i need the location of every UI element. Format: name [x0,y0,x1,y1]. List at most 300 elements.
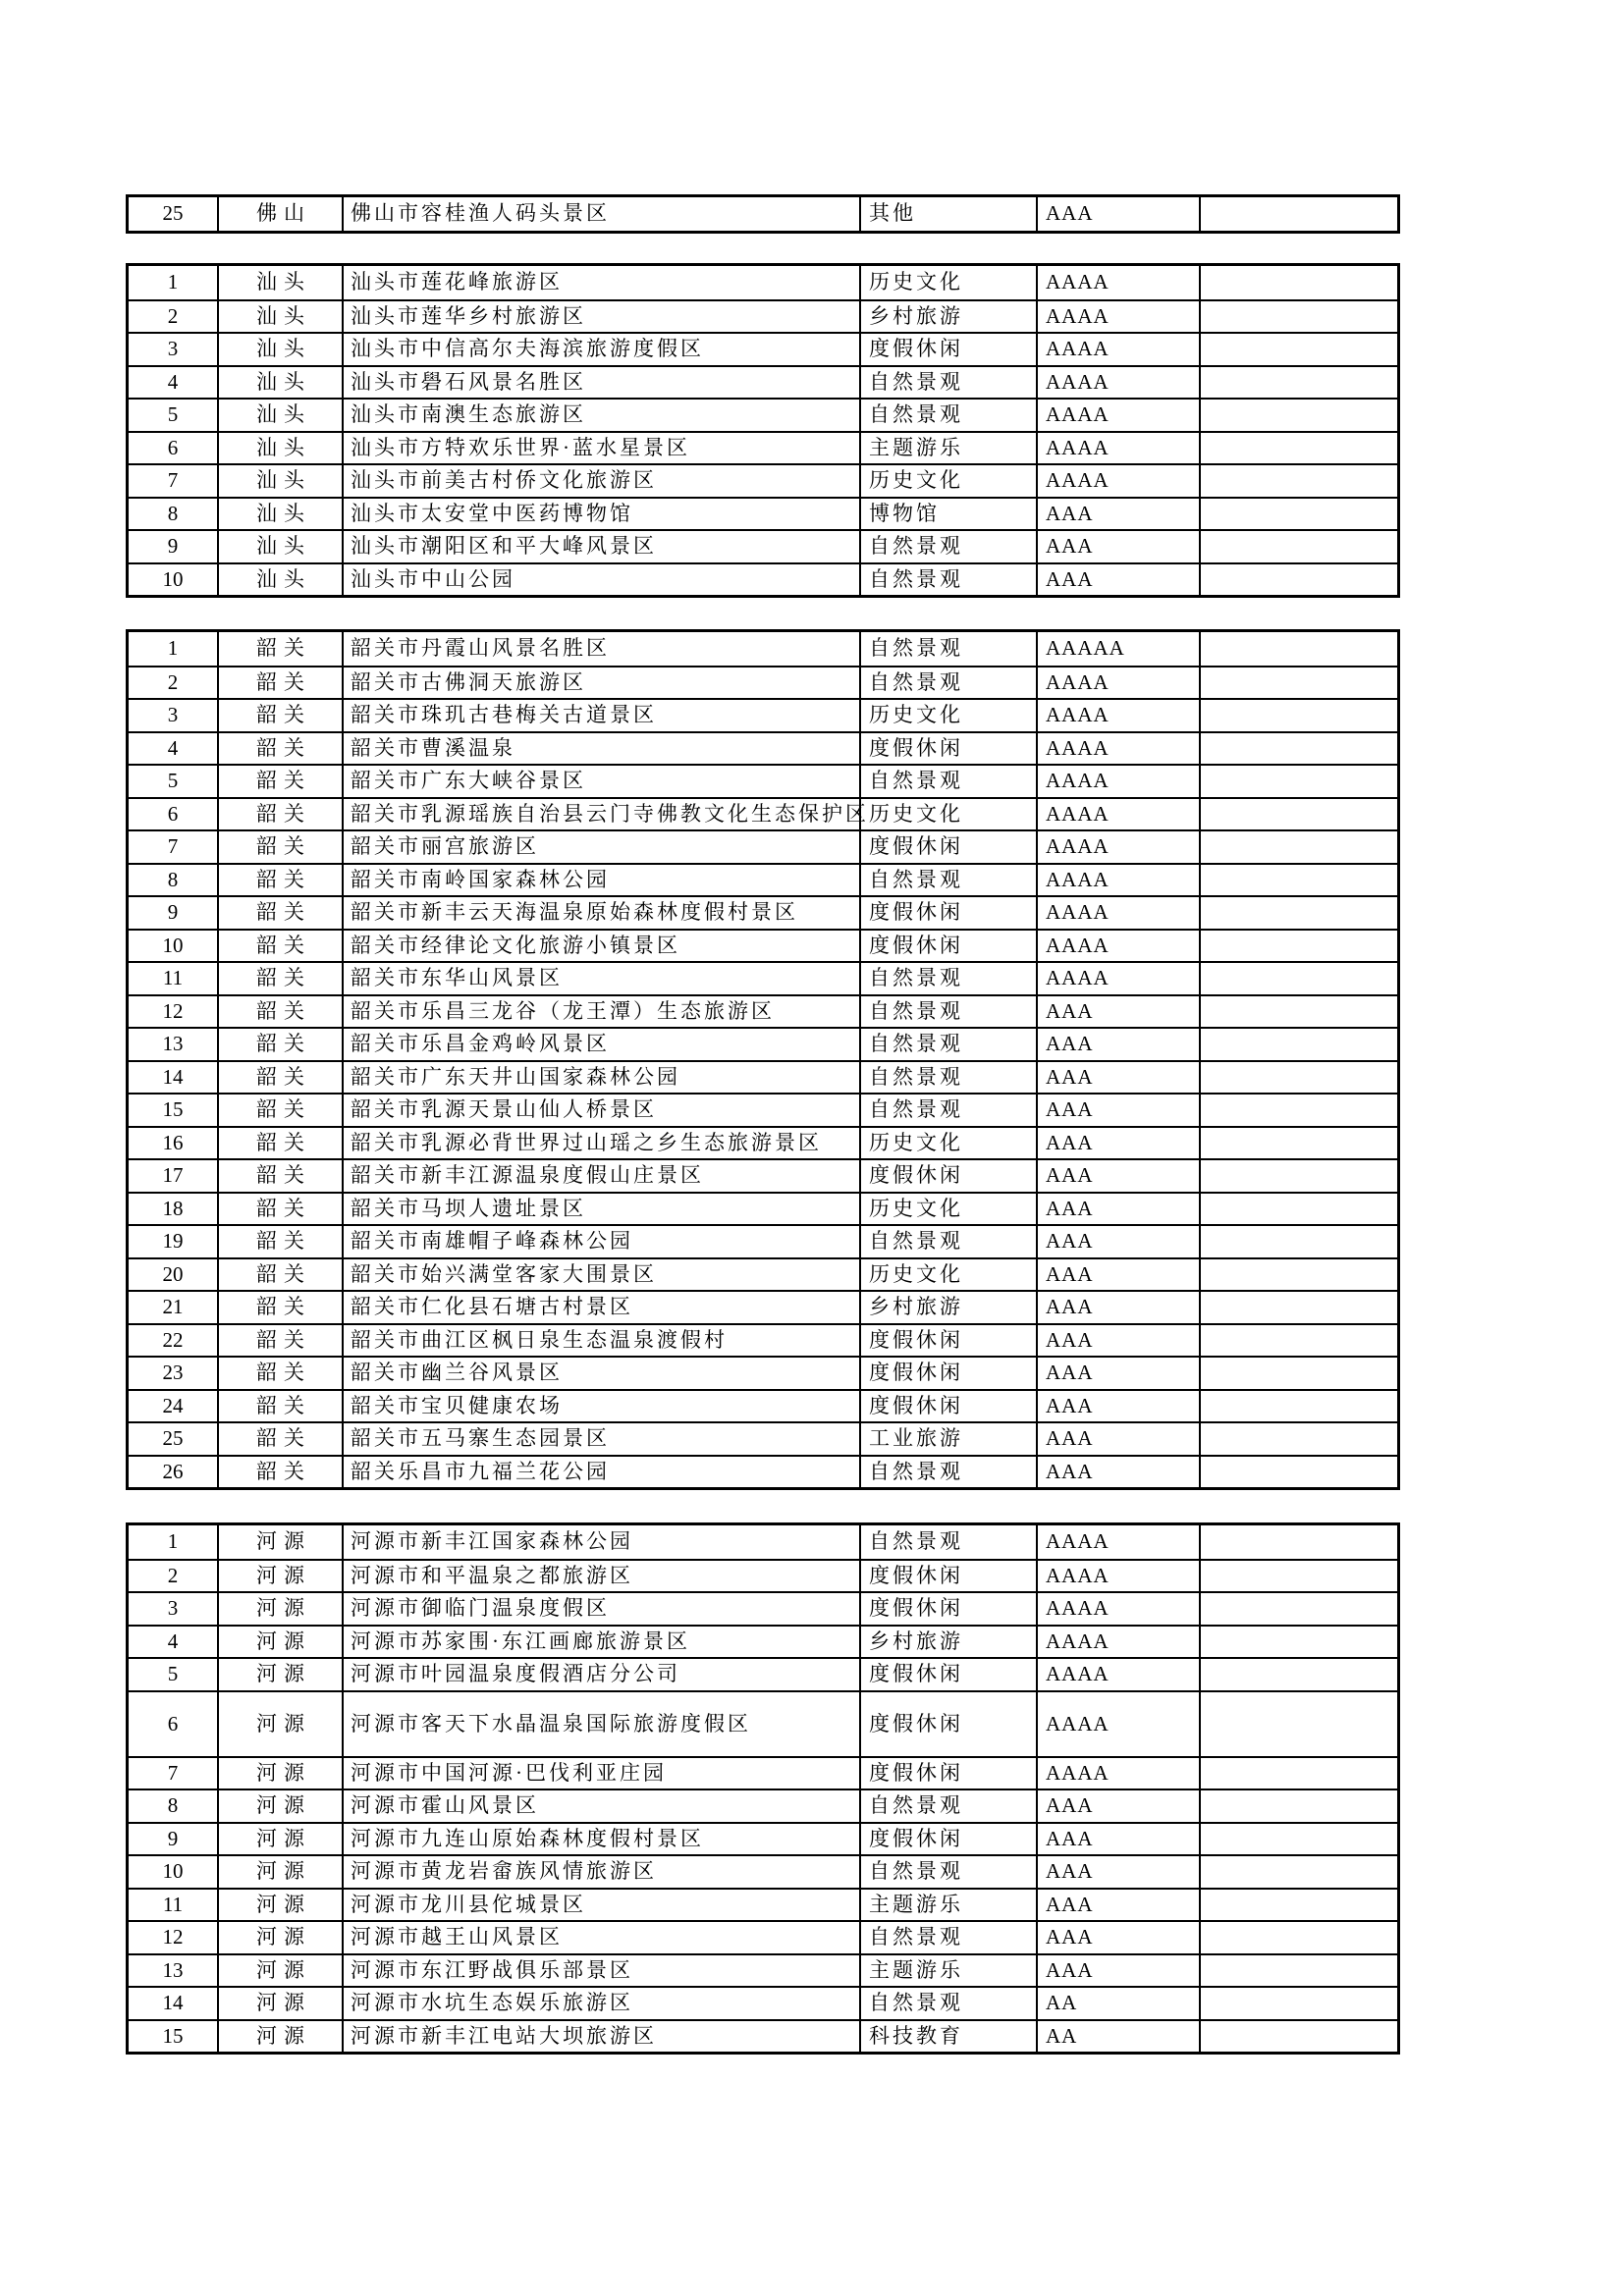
rating-cell: AAAA [1036,334,1199,365]
city-cell: 佛山 [217,197,342,231]
rating-cell: AAA [1036,564,1199,596]
category-cell: 度假休闲 [859,1824,1036,1855]
city-cell: 河源 [217,1890,342,1921]
city-cell: 韶关 [217,1029,342,1060]
empty-cell [1199,266,1397,299]
city-cell: 汕头 [217,367,342,399]
row-number-cell: 25 [162,201,184,226]
table-row [129,1421,1397,1455]
row-number-cell: 14 [162,1991,184,2015]
rating-cell: AAAA [1036,1593,1199,1625]
city-cell: 河源 [217,2021,342,2053]
rating-cell: AAA [1036,1391,1199,1422]
empty-cell [1199,564,1397,596]
attraction-name-cell: 韶关市曹溪温泉 [342,733,859,765]
attraction-name-cell: 河源市九连山原始森林度假村景区 [342,1824,859,1855]
table-row [129,929,1397,962]
row-number-cell: 4 [167,369,179,394]
row-number-cell: 20 [162,1261,184,1286]
row-number-cell: 4 [167,735,179,760]
rating-cell: AAA [1036,1259,1199,1291]
attraction-name-cell: 佛山市容桂渔人码头景区 [342,197,859,231]
table-foshan [126,194,1400,234]
category-cell: 乡村旅游 [859,1627,1036,1658]
rating-cell: AAAA [1036,1659,1199,1690]
attraction-name-cell: 韶关乐昌市九福兰花公园 [342,1457,859,1488]
table-row [129,1920,1397,1953]
city-cell: 韶关 [217,1160,342,1192]
empty-cell [1199,1692,1397,1756]
row-number-cell: 24 [162,1393,184,1417]
rating-cell: AAA [1036,1325,1199,1357]
table-row [129,1455,1397,1488]
category-cell: 自然景观 [859,996,1036,1028]
city-cell: 韶关 [217,996,342,1028]
rating-cell: AAA [1036,1922,1199,1953]
row-number-cell: 9 [167,534,179,559]
rating-cell: AAAA [1036,799,1199,830]
rating-cell: AAAA [1036,433,1199,464]
city-cell: 韶关 [217,1391,342,1422]
table-row [129,1356,1397,1389]
table-row [129,1257,1397,1291]
row-number-cell: 15 [162,2023,184,2048]
category-cell: 博物馆 [859,499,1036,530]
attraction-name-cell: 汕头市潮阳区和平大峰风景区 [342,531,859,562]
category-cell: 自然景观 [859,1095,1036,1126]
city-cell: 韶关 [217,931,342,962]
city-cell: 韶关 [217,667,342,699]
rating-cell: AAAA [1036,931,1199,962]
attraction-name-cell: 韶关市五马寨生态园景区 [342,1423,859,1455]
category-cell: 度假休闲 [859,1561,1036,1592]
empty-cell [1199,2021,1397,2053]
empty-cell [1199,197,1397,231]
category-cell: 其他 [859,197,1036,231]
row-number-cell: 13 [162,1032,184,1056]
rating-cell: AAA [1036,1226,1199,1257]
city-cell: 河源 [217,1593,342,1625]
rating-cell: AAA [1036,1457,1199,1488]
city-cell: 汕头 [217,499,342,530]
rating-cell: AAA [1036,499,1199,530]
row-number-cell: 21 [162,1295,184,1319]
attraction-name-cell: 汕头市方特欢乐世界·蓝水星景区 [342,433,859,464]
category-cell: 乡村旅游 [859,1292,1036,1323]
category-cell: 度假休闲 [859,831,1036,863]
rating-cell: AAA [1036,1029,1199,1060]
row-number-cell: 19 [162,1229,184,1254]
row-number-cell: 25 [162,1426,184,1451]
table-row [129,463,1397,497]
row-number-cell: 2 [167,303,179,328]
table-row [129,1888,1397,1921]
empty-cell [1199,831,1397,863]
city-cell: 河源 [217,1922,342,1953]
attraction-name-cell: 河源市水坑生态娱乐旅游区 [342,1988,859,2019]
table-row [129,1756,1397,1789]
row-number-cell: 6 [167,435,179,459]
row-number-cell: 6 [167,801,179,826]
attraction-name-cell: 韶关市广东天井山国家森林公园 [342,1062,859,1094]
row-number-cell: 13 [162,1957,184,1982]
attraction-name-cell: 韶关市东华山风景区 [342,963,859,994]
category-cell: 主题游乐 [859,1890,1036,1921]
rating-cell: AAA [1036,531,1199,562]
table-row [129,961,1397,994]
row-number-cell: 4 [167,1629,179,1653]
city-cell: 河源 [217,1525,342,1559]
attraction-name-cell: 河源市中国河源·巴伐利亚庄园 [342,1758,859,1789]
category-cell: 度假休闲 [859,1325,1036,1357]
city-cell: 河源 [217,1856,342,1888]
category-cell: 历史文化 [859,799,1036,830]
rating-cell: AAA [1036,1955,1199,1987]
empty-cell [1199,1095,1397,1126]
table-row [129,1986,1397,2019]
attraction-name-cell: 河源市新丰江国家森林公园 [342,1525,859,1559]
attraction-name-cell: 汕头市太安堂中医药博物馆 [342,499,859,530]
category-cell: 自然景观 [859,632,1036,666]
rating-cell: AAAA [1036,963,1199,994]
attraction-name-cell: 河源市新丰江电站大坝旅游区 [342,2021,859,2053]
attraction-name-cell: 韶关市乳源瑶族自治县云门寺佛教文化生态保护区 [342,799,859,830]
attraction-name-cell: 汕头市南澳生态旅游区 [342,400,859,431]
empty-cell [1199,499,1397,530]
category-cell: 历史文化 [859,1128,1036,1159]
rating-cell: AAA [1036,1423,1199,1455]
category-cell: 自然景观 [859,963,1036,994]
table-row [129,1389,1397,1422]
city-cell: 河源 [217,1988,342,2019]
table-row [129,1690,1397,1756]
category-cell: 自然景观 [859,865,1036,896]
empty-cell [1199,465,1397,497]
attraction-name-cell: 河源市和平温泉之都旅游区 [342,1561,859,1592]
city-cell: 韶关 [217,733,342,765]
category-cell: 历史文化 [859,266,1036,299]
attraction-name-cell: 韶关市马坝人遗址景区 [342,1194,859,1225]
rating-cell: AAAA [1036,831,1199,863]
attraction-name-cell: 韶关市乳源必背世界过山瑶之乡生态旅游景区 [342,1128,859,1159]
table-row [129,731,1397,765]
table-row [129,197,1397,231]
category-cell: 自然景观 [859,531,1036,562]
city-cell: 河源 [217,1659,342,1690]
table-row [129,266,1397,299]
rating-cell: AA [1036,2021,1199,2053]
category-cell: 度假休闲 [859,334,1036,365]
empty-cell [1199,1790,1397,1822]
category-cell: 自然景观 [859,367,1036,399]
city-cell: 韶关 [217,799,342,830]
row-number-cell: 15 [162,1097,184,1122]
row-number-cell: 2 [167,669,179,694]
row-number-cell: 1 [167,270,179,294]
city-cell: 汕头 [217,266,342,299]
table-row [129,1224,1397,1257]
category-cell: 自然景观 [859,564,1036,596]
table-row [129,1158,1397,1192]
rating-cell: AAA [1036,1358,1199,1389]
rating-cell: AAAA [1036,301,1199,333]
rating-cell: AAA [1036,1790,1199,1822]
table-row [129,2019,1397,2053]
row-number-cell: 7 [167,1760,179,1785]
rating-cell: AAAA [1036,733,1199,765]
row-number-cell: 26 [162,1459,184,1483]
row-number-cell: 8 [167,501,179,525]
category-cell: 历史文化 [859,1259,1036,1291]
city-cell: 汕头 [217,531,342,562]
rating-cell: AAAA [1036,465,1199,497]
category-cell: 乡村旅游 [859,301,1036,333]
city-cell: 河源 [217,1561,342,1592]
attraction-name-cell: 韶关市新丰江源温泉度假山庄景区 [342,1160,859,1192]
row-number-cell: 11 [162,1892,184,1916]
attraction-name-cell: 韶关市仁化县石塘古村景区 [342,1292,859,1323]
table-row [129,1789,1397,1822]
row-number-cell: 7 [167,834,179,859]
attraction-name-cell: 汕头市中信高尔夫海滨旅游度假区 [342,334,859,365]
attraction-name-cell: 汕头市前美古村侨文化旅游区 [342,465,859,497]
empty-cell [1199,963,1397,994]
table-row [129,431,1397,464]
row-number-cell: 14 [162,1064,184,1089]
table-row [129,994,1397,1028]
table-row [129,1854,1397,1888]
empty-cell [1199,1659,1397,1690]
city-cell: 汕头 [217,301,342,333]
attraction-name-cell: 河源市黄龙岩畲族风情旅游区 [342,1856,859,1888]
city-cell: 韶关 [217,1292,342,1323]
row-number-cell: 3 [167,1596,179,1621]
row-number-cell: 22 [162,1327,184,1352]
category-cell: 度假休闲 [859,931,1036,962]
empty-cell [1199,996,1397,1028]
city-cell: 韶关 [217,865,342,896]
city-cell: 汕头 [217,334,342,365]
empty-cell [1199,367,1397,399]
category-cell: 自然景观 [859,766,1036,797]
table-row [129,1323,1397,1357]
city-cell: 汕头 [217,465,342,497]
table-row [129,895,1397,929]
table-row [129,299,1397,333]
attraction-name-cell: 韶关市宝贝健康农场 [342,1391,859,1422]
rating-cell: AAAA [1036,367,1199,399]
category-cell: 自然景观 [859,1029,1036,1060]
city-cell: 河源 [217,1955,342,1987]
city-cell: 韶关 [217,1325,342,1357]
empty-cell [1199,1988,1397,2019]
empty-cell [1199,1593,1397,1625]
row-number-cell: 23 [162,1361,184,1385]
table-row [129,1290,1397,1323]
empty-cell [1199,1423,1397,1455]
category-cell: 自然景观 [859,1856,1036,1888]
rating-cell: AAAA [1036,766,1199,797]
category-cell: 度假休闲 [859,1758,1036,1789]
city-cell: 汕头 [217,400,342,431]
row-number-cell: 2 [167,1563,179,1587]
attraction-name-cell: 河源市龙川县佗城景区 [342,1890,859,1921]
city-cell: 汕头 [217,564,342,596]
category-cell: 科技教育 [859,2021,1036,2053]
attraction-name-cell: 韶关市广东大峡谷景区 [342,766,859,797]
category-cell: 自然景观 [859,1988,1036,2019]
attraction-name-cell: 河源市越王山风景区 [342,1922,859,1953]
city-cell: 韶关 [217,963,342,994]
row-number-cell: 5 [167,402,179,427]
category-cell: 自然景观 [859,1922,1036,1953]
row-number-cell: 10 [162,933,184,957]
category-cell: 度假休闲 [859,1659,1036,1690]
city-cell: 河源 [217,1627,342,1658]
row-number-cell: 1 [167,636,179,661]
attraction-name-cell: 韶关市幽兰谷风景区 [342,1358,859,1389]
empty-cell [1199,1824,1397,1855]
empty-cell [1199,1358,1397,1389]
category-cell: 主题游乐 [859,433,1036,464]
rating-cell: AAAA [1036,266,1199,299]
attraction-name-cell: 韶关市乳源天景山仙人桥景区 [342,1095,859,1126]
table-row [129,1625,1397,1658]
rating-cell: AAA [1036,996,1199,1028]
empty-cell [1199,433,1397,464]
row-number-cell: 16 [162,1130,184,1154]
city-cell: 河源 [217,1824,342,1855]
city-cell: 韶关 [217,1457,342,1488]
table-shaoguan [126,629,1400,1490]
category-cell: 自然景观 [859,1525,1036,1559]
table-row [129,1953,1397,1987]
attraction-name-cell: 河源市御临门温泉度假区 [342,1593,859,1625]
empty-cell [1199,531,1397,562]
table-row [129,666,1397,699]
city-cell: 河源 [217,1692,342,1756]
rating-cell: AAAA [1036,1525,1199,1559]
table-row [129,1093,1397,1126]
rating-cell: AAA [1036,1128,1199,1159]
category-cell: 度假休闲 [859,1160,1036,1192]
table-row [129,698,1397,731]
empty-cell [1199,1955,1397,1987]
rating-cell: AAAA [1036,400,1199,431]
category-cell: 自然景观 [859,1457,1036,1488]
empty-cell [1199,1758,1397,1789]
empty-cell [1199,1226,1397,1257]
category-cell: 主题游乐 [859,1955,1036,1987]
empty-cell [1199,632,1397,666]
category-cell: 自然景观 [859,667,1036,699]
attraction-name-cell: 韶关市曲江区枫日泉生态温泉渡假村 [342,1325,859,1357]
table-row [129,829,1397,863]
table-row [129,1192,1397,1225]
table-row [129,398,1397,431]
category-cell: 历史文化 [859,1194,1036,1225]
rating-cell: AAAA [1036,1692,1199,1756]
row-number-cell: 9 [167,1826,179,1850]
empty-cell [1199,1856,1397,1888]
city-cell: 汕头 [217,433,342,464]
row-number-cell: 6 [167,1711,179,1735]
city-cell: 韶关 [217,1226,342,1257]
city-cell: 韶关 [217,897,342,929]
rating-cell: AAA [1036,197,1199,231]
table-row [129,797,1397,830]
row-number-cell: 1 [167,1529,179,1554]
city-cell: 韶关 [217,1259,342,1291]
empty-cell [1199,733,1397,765]
row-number-cell: 11 [162,966,184,990]
category-cell: 工业旅游 [859,1423,1036,1455]
empty-cell [1199,766,1397,797]
category-cell: 自然景观 [859,1790,1036,1822]
empty-cell [1199,667,1397,699]
table-row [129,764,1397,797]
table-heyuan [126,1522,1400,2055]
row-number-cell: 3 [167,703,179,727]
rating-cell: AAA [1036,1095,1199,1126]
table-row [129,529,1397,562]
row-number-cell: 8 [167,1793,179,1818]
category-cell: 度假休闲 [859,1358,1036,1389]
category-cell: 度假休闲 [859,1391,1036,1422]
rating-cell: AAAA [1036,865,1199,896]
city-cell: 韶关 [217,700,342,731]
empty-cell [1199,334,1397,365]
row-number-cell: 9 [167,900,179,925]
rating-cell: AAA [1036,1824,1199,1855]
attraction-name-cell: 河源市客天下水晶温泉国际旅游度假区 [342,1692,859,1756]
rating-cell: AAAA [1036,1627,1199,1658]
table-row [129,1126,1397,1159]
category-cell: 自然景观 [859,1062,1036,1094]
empty-cell [1199,1922,1397,1953]
attraction-name-cell: 韶关市南雄帽子峰森林公园 [342,1226,859,1257]
row-number-cell: 12 [162,1925,184,1949]
attraction-name-cell: 韶关市新丰云天海温泉原始森林度假村景区 [342,897,859,929]
attraction-name-cell: 韶关市丽宫旅游区 [342,831,859,863]
city-cell: 韶关 [217,766,342,797]
table-row [129,1822,1397,1855]
table-row [129,1657,1397,1690]
table-row [129,562,1397,596]
city-cell: 韶关 [217,1128,342,1159]
row-number-cell: 10 [162,1859,184,1884]
table-row [129,863,1397,896]
table-row [129,1559,1397,1592]
table-row [129,497,1397,530]
empty-cell [1199,301,1397,333]
table-row [129,365,1397,399]
table-row [129,1525,1397,1559]
row-number-cell: 17 [162,1163,184,1188]
empty-cell [1199,897,1397,929]
rating-cell: AAAA [1036,897,1199,929]
attraction-name-cell: 汕头市中山公园 [342,564,859,596]
rating-cell: AAA [1036,1062,1199,1094]
attraction-name-cell: 河源市苏家围·东江画廊旅游景区 [342,1627,859,1658]
empty-cell [1199,1561,1397,1592]
table-row [129,1027,1397,1060]
attraction-name-cell: 韶关市乐昌三龙谷（龙王潭）生态旅游区 [342,996,859,1028]
attraction-name-cell: 韶关市南岭国家森林公园 [342,865,859,896]
rating-cell: AAA [1036,1890,1199,1921]
rating-cell: AAA [1036,1856,1199,1888]
category-cell: 度假休闲 [859,897,1036,929]
